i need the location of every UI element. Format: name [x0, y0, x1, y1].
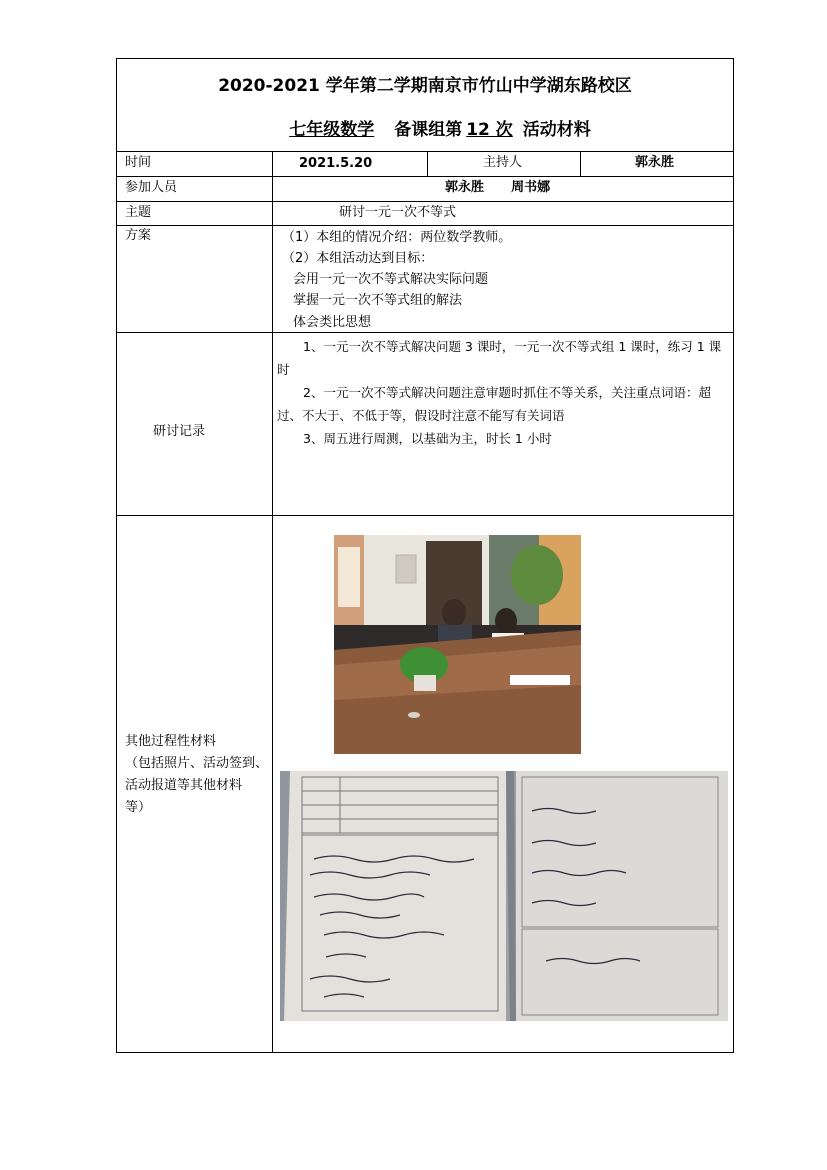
plan-line: 掌握一元一次不等式组的解法 — [293, 293, 463, 308]
topic-value: 研讨一元一次不等式 — [339, 205, 457, 220]
title-grade: 七年级数学 — [289, 120, 375, 140]
record-label: 研讨记录 — [153, 424, 206, 439]
plan-line: 会用一元一次不等式解决实际问题 — [293, 272, 489, 287]
record-content — [277, 335, 729, 450]
grid-line — [117, 515, 733, 516]
host-value: 郭永胜 — [635, 155, 675, 170]
meeting-photo — [334, 535, 581, 754]
grid-line — [117, 201, 733, 202]
record-paragraph: 2、一元一次不等式解决问题注意审题时抓住不等关系，关注重点词语：超过、不大于、不低于等，假设时注意不能写有关词语 — [277, 385, 711, 423]
time-label: 时间 — [125, 155, 152, 170]
plan-line: （1）本组的情况介绍：两位数学教师。 — [282, 230, 512, 245]
host-label: 主持人 — [483, 155, 523, 170]
other-label-line: 活动报道等其他材料 — [125, 778, 243, 793]
grid-line — [117, 176, 733, 177]
plan-line: 体会类比思想 — [293, 315, 372, 330]
other-label-line: 其他过程性材料 — [125, 734, 217, 749]
title-group-prefix: 备课组第 — [394, 120, 463, 140]
participants-label: 参加人员 — [125, 180, 178, 195]
signin-sheet-photo — [280, 771, 728, 1021]
time-value: 2021.5.20 — [299, 156, 373, 171]
grid-line — [117, 225, 733, 226]
participants-value: 郭永胜 周书娜 — [445, 180, 551, 195]
grid-line — [580, 151, 581, 176]
title-count: 12 次 — [466, 120, 513, 140]
activity-record-form — [116, 58, 734, 1053]
topic-label: 主题 — [125, 205, 152, 220]
plan-line: （2）本组活动达到目标： — [282, 251, 434, 266]
grid-line — [117, 151, 733, 152]
record-paragraph: 3、周五进行周测，以基础为主，时长 1 小时 — [303, 431, 552, 446]
grid-line — [117, 332, 733, 333]
grid-line — [272, 151, 273, 1052]
document-title: 2020-2021 学年第二学期南京市竹山中学湖东路校区 — [218, 76, 632, 96]
other-label-line: （包括照片、活动签到、 — [125, 756, 269, 771]
title-suffix: 活动材料 — [522, 120, 591, 140]
plan-label: 方案 — [125, 228, 152, 243]
document-subtitle — [117, 115, 733, 140]
other-label-line: 等） — [125, 800, 152, 815]
grid-line — [427, 151, 428, 176]
record-paragraph: 1、一元一次不等式解决问题 3 课时，一元一次不等式组 1 课时，练习 1 课时 — [277, 339, 722, 377]
